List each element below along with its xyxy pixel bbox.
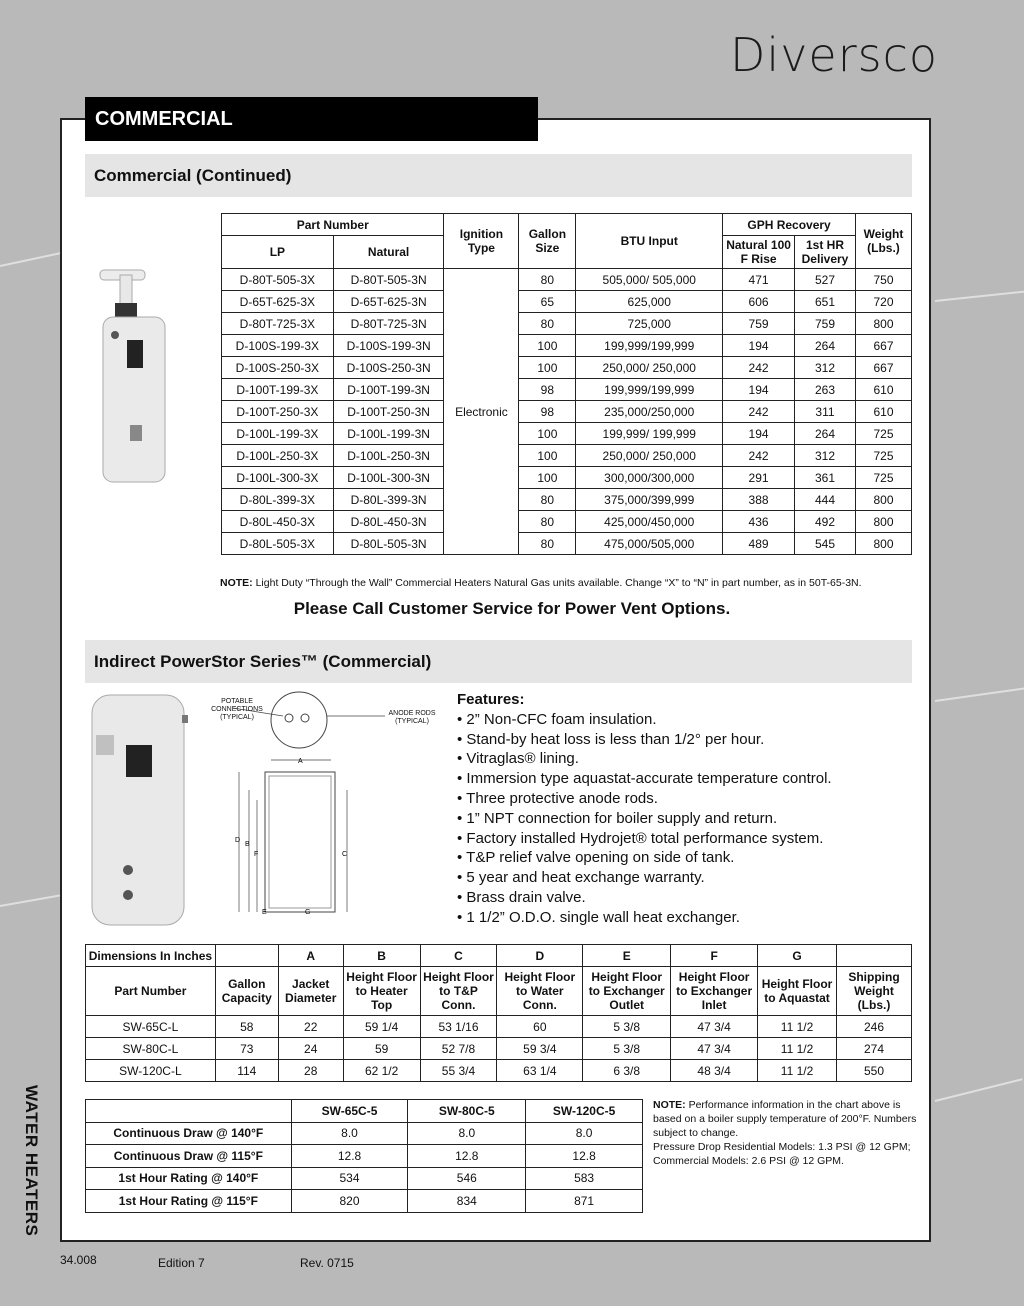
table-cell: 8.0 <box>408 1122 526 1145</box>
dimension-header: Gallon Capacity <box>215 967 278 1016</box>
page-number: 34.008 <box>60 1253 97 1267</box>
table-cell: 291 <box>723 467 795 489</box>
table-cell: 28 <box>278 1060 343 1082</box>
table-cell: 62 1/2 <box>343 1060 420 1082</box>
table-cell: 199,999/199,999 <box>576 379 723 401</box>
col-letter-e: E <box>583 945 671 967</box>
dim-letter-a: A <box>298 758 303 765</box>
table-cell: 750 <box>855 269 911 291</box>
dimension-header: Jacket Diameter <box>278 967 343 1016</box>
header-btu: BTU Input <box>576 214 723 269</box>
table-cell: 725,000 <box>576 313 723 335</box>
table-cell: 60 <box>497 1016 583 1038</box>
table-cell: 300,000/300,000 <box>576 467 723 489</box>
table-cell: 667 <box>855 335 911 357</box>
table-cell: 100 <box>519 467 576 489</box>
header-natural: Natural <box>333 236 444 269</box>
table-cell: D-100L-250-3X <box>222 445 334 467</box>
table-cell: 361 <box>795 467 856 489</box>
ignition-type-cell: Electronic <box>444 269 519 555</box>
table-cell: 5 3/8 <box>583 1038 671 1060</box>
table-cell: 11 1/2 <box>758 1060 837 1082</box>
performance-table <box>85 1099 643 1213</box>
table-row <box>86 1145 643 1168</box>
table-cell: D-100S-250-3N <box>333 357 444 379</box>
table-row <box>222 379 912 401</box>
section1-title: Commercial (Continued) <box>85 154 912 197</box>
table-cell: 725 <box>855 467 911 489</box>
table-cell: 55 3/4 <box>420 1060 497 1082</box>
performance-row-label: 1st Hour Rating @ 140°F <box>86 1167 292 1190</box>
table-cell: D-100L-300-3X <box>222 467 334 489</box>
header-gph: GPH Recovery <box>723 214 856 236</box>
table-cell: 546 <box>408 1167 526 1190</box>
table-cell: D-80L-505-3X <box>222 533 334 555</box>
table-cell: 80 <box>519 489 576 511</box>
dimension-header: Height Floor to Water Conn. <box>497 967 583 1016</box>
table-cell: 12.8 <box>526 1145 643 1168</box>
table-cell: SW-80C-L <box>86 1038 216 1060</box>
dimension-diagram <box>205 690 455 930</box>
table-cell: 47 3/4 <box>671 1016 758 1038</box>
dim-letter-g: G <box>305 909 311 916</box>
table-row <box>222 401 912 423</box>
feature-item: • Stand-by heat loss is less than 1/2° per hour. <box>457 730 765 748</box>
table-cell: 610 <box>855 379 911 401</box>
table-cell: 250,000/ 250,000 <box>576 445 723 467</box>
anode-label: ANODE RODS (TYPICAL) <box>388 710 436 725</box>
feature-item: • 5 year and heat exchange warranty. <box>457 869 705 887</box>
table-cell: 52 7/8 <box>420 1038 497 1060</box>
dim-letter-e: E <box>262 909 267 916</box>
table-cell: 800 <box>855 533 911 555</box>
table-cell: 312 <box>795 357 856 379</box>
table-cell: 53 1/16 <box>420 1016 497 1038</box>
col-letter-d: D <box>497 945 583 967</box>
table-cell: 98 <box>519 379 576 401</box>
table-cell: D-80L-450-3N <box>333 511 444 533</box>
table-cell: 100 <box>519 357 576 379</box>
header-gph-1st: 1st HR Delivery <box>795 236 856 269</box>
table-cell: 312 <box>795 445 856 467</box>
header-gallon: Gallon Size <box>519 214 576 269</box>
col-letter-b: B <box>343 945 420 967</box>
table-cell: 12.8 <box>291 1145 408 1168</box>
table-cell: 527 <box>795 269 856 291</box>
table-cell: 606 <box>723 291 795 313</box>
table-cell: 242 <box>723 445 795 467</box>
table-row <box>86 1060 912 1082</box>
table-cell: 625,000 <box>576 291 723 313</box>
section2-title: Indirect PowerStor Series™ (Commercial) <box>85 640 912 683</box>
table-cell: 834 <box>408 1190 526 1213</box>
performance-note: NOTE: Performance information in the chart above is based on a boiler supply temperature of 200°F. Numbers subject to change. Pressure Drop Residential Models: 1.3 PSI @ 12 GPM; Commercial Models: 2.6 PSI @ 12 GPM. <box>653 1099 917 1167</box>
features-list <box>457 690 832 928</box>
table-cell: D-100S-199-3N <box>333 335 444 357</box>
table-cell: D-80L-450-3X <box>222 511 334 533</box>
table-cell: D-100L-300-3N <box>333 467 444 489</box>
features-title: Features: <box>457 691 525 708</box>
dimensions-table <box>85 944 912 1082</box>
side-category-label: WATER HEATERS <box>22 1085 41 1237</box>
dimension-header: Height Floor to Exchanger Inlet <box>671 967 758 1016</box>
table-row <box>86 1190 643 1213</box>
edition-label: Edition 7 <box>158 1256 205 1270</box>
call-service-line: Please Call Customer Service for Power Vent Options. <box>293 599 731 618</box>
header-lp: LP <box>222 236 334 269</box>
table-cell: D-100L-199-3X <box>222 423 334 445</box>
dimension-header: Height Floor to Heater Top <box>343 967 420 1016</box>
feature-item: • 1” NPT connection for boiler supply and return. <box>457 809 778 827</box>
dimension-header: Height Floor to T&P Conn. <box>420 967 497 1016</box>
table-row <box>222 269 912 291</box>
table-cell: 80 <box>519 269 576 291</box>
table-cell: 59 <box>343 1038 420 1060</box>
table-cell: D-80L-505-3N <box>333 533 444 555</box>
feature-item: • Vitraglas® lining. <box>457 750 579 768</box>
table-cell: 8.0 <box>291 1122 408 1145</box>
table-cell: 11 1/2 <box>758 1016 837 1038</box>
table-cell: 489 <box>723 533 795 555</box>
dimension-header: Part Number <box>86 967 216 1016</box>
performance-row-label: 1st Hour Rating @ 115°F <box>86 1190 292 1213</box>
dim-label: Dimensions In Inches <box>86 945 216 967</box>
table-cell: D-100L-199-3N <box>333 423 444 445</box>
brand-logo: Diversco <box>730 28 939 82</box>
table-cell: 48 3/4 <box>671 1060 758 1082</box>
table-row <box>86 1038 912 1060</box>
table-cell: 65 <box>519 291 576 313</box>
header-ignition: Ignition Type <box>444 214 519 269</box>
dimension-header: Shipping Weight (Lbs.) <box>836 967 911 1016</box>
table-row <box>222 313 912 335</box>
table-cell: 5 3/8 <box>583 1016 671 1038</box>
table-cell: 80 <box>519 533 576 555</box>
performance-column-header: SW-120C-5 <box>526 1100 643 1123</box>
table-cell: 58 <box>215 1016 278 1038</box>
table-cell: 800 <box>855 313 911 335</box>
table-cell: D-100T-199-3X <box>222 379 334 401</box>
table-cell: 425,000/450,000 <box>576 511 723 533</box>
table-cell: 505,000/ 505,000 <box>576 269 723 291</box>
commercial-parts-table <box>221 213 912 555</box>
table-cell: 194 <box>723 379 795 401</box>
performance-row-label: Continuous Draw @ 115°F <box>86 1145 292 1168</box>
table-row <box>222 357 912 379</box>
table-cell: D-80L-399-3X <box>222 489 334 511</box>
table-cell: 199,999/199,999 <box>576 335 723 357</box>
table-row <box>222 445 912 467</box>
table-cell: D-80L-399-3N <box>333 489 444 511</box>
table-row <box>222 489 912 511</box>
table-cell: 11 1/2 <box>758 1038 837 1060</box>
feature-item: • 2” Non-CFC foam insulation. <box>457 710 657 728</box>
table-cell: 820 <box>291 1190 408 1213</box>
table-cell: 6 3/8 <box>583 1060 671 1082</box>
table-cell: 720 <box>855 291 911 313</box>
table-cell: 550 <box>836 1060 911 1082</box>
table-cell: 250,000/ 250,000 <box>576 357 723 379</box>
table-row <box>86 1016 912 1038</box>
table-cell: D-100T-250-3X <box>222 401 334 423</box>
table-cell: SW-120C-L <box>86 1060 216 1082</box>
dimension-header: Height Floor to Aquastat <box>758 967 837 1016</box>
table-cell: 759 <box>795 313 856 335</box>
table-row <box>222 533 912 555</box>
table-cell: 235,000/250,000 <box>576 401 723 423</box>
table-cell: 651 <box>795 291 856 313</box>
table-cell: 274 <box>836 1038 911 1060</box>
table-cell: 194 <box>723 335 795 357</box>
table-cell: 246 <box>836 1016 911 1038</box>
table-cell: D-100L-250-3N <box>333 445 444 467</box>
table-row <box>222 467 912 489</box>
col-letter-c: C <box>420 945 497 967</box>
table-row <box>222 335 912 357</box>
table-cell: 59 3/4 <box>497 1038 583 1060</box>
table-cell: 436 <box>723 511 795 533</box>
table-cell: 264 <box>795 335 856 357</box>
table-cell: 471 <box>723 269 795 291</box>
table-cell: 24 <box>278 1038 343 1060</box>
table-cell: 100 <box>519 335 576 357</box>
table-cell: 242 <box>723 401 795 423</box>
table-cell: 47 3/4 <box>671 1038 758 1060</box>
table-cell: 59 1/4 <box>343 1016 420 1038</box>
table-cell: 545 <box>795 533 856 555</box>
table-cell: 264 <box>795 423 856 445</box>
dim-letter-b: B <box>245 841 250 848</box>
performance-row-label: Continuous Draw @ 140°F <box>86 1122 292 1145</box>
table-row <box>86 1167 643 1190</box>
col-letter-f: F <box>671 945 758 967</box>
table-cell: D-100T-199-3N <box>333 379 444 401</box>
table-cell: 80 <box>519 511 576 533</box>
table-cell: D-65T-625-3N <box>333 291 444 313</box>
potable-label: POTABLE CONNECTIONS (TYPICAL) <box>211 698 263 721</box>
header-part-number: Part Number <box>222 214 444 236</box>
dimension-header: Height Floor to Exchanger Outlet <box>583 967 671 1016</box>
table-cell: 22 <box>278 1016 343 1038</box>
table-cell: 80 <box>519 313 576 335</box>
table-cell: 199,999/ 199,999 <box>576 423 723 445</box>
table-cell: 73 <box>215 1038 278 1060</box>
table-cell: 534 <box>291 1167 408 1190</box>
header-gph-natural: Natural 100 F Rise <box>723 236 795 269</box>
dim-letter-c: C <box>342 851 348 858</box>
table-cell: 667 <box>855 357 911 379</box>
table-cell: 63 1/4 <box>497 1060 583 1082</box>
feature-item: • Factory installed Hydrojet® total performance system. <box>457 829 824 847</box>
table-cell: 12.8 <box>408 1145 526 1168</box>
dim-letter-f: F <box>254 851 259 858</box>
table-cell: 263 <box>795 379 856 401</box>
dim-letter-d: D <box>235 837 241 844</box>
table-cell: 871 <box>526 1190 643 1213</box>
table-cell: 100 <box>519 445 576 467</box>
table-row <box>86 1122 643 1145</box>
table-cell: 311 <box>795 401 856 423</box>
table-cell: 583 <box>526 1167 643 1190</box>
table-cell: D-65T-625-3X <box>222 291 334 313</box>
table-cell: 114 <box>215 1060 278 1082</box>
table-cell: 100 <box>519 423 576 445</box>
table-cell: 725 <box>855 423 911 445</box>
table-cell: 725 <box>855 445 911 467</box>
table-cell: 98 <box>519 401 576 423</box>
section-banner: COMMERCIAL <box>85 97 538 141</box>
revision-label: Rev. 0715 <box>300 1256 354 1270</box>
feature-item: • Three protective anode rods. <box>457 789 658 807</box>
table-cell: 800 <box>855 511 911 533</box>
table-cell: 8.0 <box>526 1122 643 1145</box>
performance-column-header: SW-80C-5 <box>408 1100 526 1123</box>
col-letter-g: G <box>758 945 837 967</box>
table-cell: D-80T-505-3X <box>222 269 334 291</box>
table-cell: D-100T-250-3N <box>333 401 444 423</box>
table-cell: 800 <box>855 489 911 511</box>
table1-note: NOTE: Light Duty “Through the Wall” Commercial Heaters Natural Gas units available. Change “X” to “N” in part number, as in 50T-65-3N. <box>220 577 862 589</box>
table-cell: 388 <box>723 489 795 511</box>
table-cell: 610 <box>855 401 911 423</box>
table-cell: 375,000/399,999 <box>576 489 723 511</box>
feature-item: • Brass drain valve. <box>457 888 586 906</box>
feature-item: • T&P relief valve opening on side of tank. <box>457 849 735 867</box>
table-cell: 759 <box>723 313 795 335</box>
table-row <box>222 511 912 533</box>
water-heater-image <box>95 265 175 485</box>
table-cell: 242 <box>723 357 795 379</box>
feature-item: • 1 1/2” O.D.O. single wall heat exchanger. <box>457 908 740 926</box>
header-weight: Weight (Lbs.) <box>855 214 911 269</box>
table-row <box>222 291 912 313</box>
table-cell: D-80T-725-3N <box>333 313 444 335</box>
performance-column-header: SW-65C-5 <box>291 1100 408 1123</box>
table-cell: D-80T-725-3X <box>222 313 334 335</box>
table-cell: 492 <box>795 511 856 533</box>
table-cell: D-80T-505-3N <box>333 269 444 291</box>
table-cell: 475,000/505,000 <box>576 533 723 555</box>
table-cell: D-100S-199-3X <box>222 335 334 357</box>
feature-item: • Immersion type aquastat-accurate temperature control. <box>457 770 832 788</box>
table-cell: D-100S-250-3X <box>222 357 334 379</box>
table-row <box>222 423 912 445</box>
table-cell: SW-65C-L <box>86 1016 216 1038</box>
table-cell: 194 <box>723 423 795 445</box>
col-letter-a: A <box>278 945 343 967</box>
powerstor-tank-image <box>88 690 188 930</box>
table-cell: 444 <box>795 489 856 511</box>
